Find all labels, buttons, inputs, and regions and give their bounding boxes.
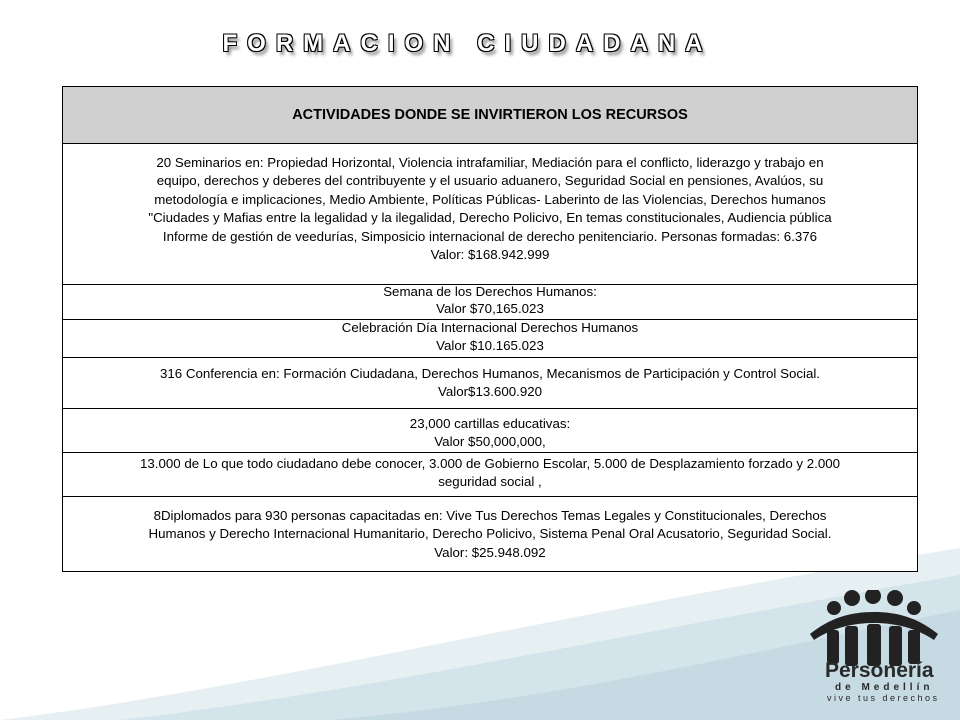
table-row	[63, 285, 917, 320]
row-text-line: Valor: $25.948.092	[434, 544, 546, 560]
row-text-line: Valor $10.165.023	[436, 338, 544, 353]
activities-table	[62, 86, 918, 572]
table-row	[63, 144, 917, 285]
logo-tagline: vive tus derechos	[827, 693, 940, 703]
row-text-line: metodología e implicaciones, Medio Ambiente, Políticas Públicas- Laberinto de las Violencias, Derechos humanos	[154, 191, 826, 207]
row-text-line: Semana de los Derechos Humanos:	[383, 285, 597, 299]
row-text-line: 23,000 cartillas educativas:	[409, 416, 571, 431]
row-text-line: Valor$13.600.920	[438, 384, 542, 400]
row-text-line: Valor $50,000,000,	[434, 434, 546, 450]
row-text-line: Informe de gestión de veedurías, Simposicio internacional de derecho penitenciario. Personas formadas: 6.376	[162, 228, 818, 244]
logo-subtitle: de Medellín	[835, 682, 934, 693]
row-text-line: Celebración Día Internacional Derechos Humanos	[341, 320, 639, 335]
row-text-line: 13.000 de Lo que todo ciudadano debe conocer, 3.000 de Gobierno Escolar, 5.000 de Desplazamiento forzado y 2.000	[139, 456, 841, 471]
table-header: ACTIVIDADES DONDE SE INVIRTIERON LOS RECURSOS	[63, 87, 917, 144]
table-row	[63, 409, 917, 453]
row-text-line: "Ciudades y Mafias entre la legalidad y la ilegalidad, Derecho Policivo, En temas constitucionales, Audiencia pública	[148, 210, 832, 226]
row-text-line: 316 Conferencia en: Formación Ciudadana, Derechos Humanos, Mecanismos de Participación y Control Social.	[159, 366, 820, 381]
row-text-line: equipo, derechos y deberes del contribuyente y el usuario aduanero, Seguridad Social en pensiones, Avalúos, su	[156, 173, 824, 189]
row-text-line: Valor $70,165.023	[436, 301, 544, 316]
row-text-line: 20 Seminarios en: Propiedad Horizontal, Violencia intrafamiliar, Mediación para el conflicto, liderazgo y trabajo en	[156, 155, 824, 170]
row-text-line: seguridad social ,	[438, 474, 542, 490]
logo-wordmark	[825, 660, 955, 703]
page-title: FORMACION CIUDADANA	[222, 30, 713, 57]
logo-name: Personería	[825, 659, 934, 682]
table-row	[63, 497, 917, 571]
row-text-line: Humanos y Derecho Internacional Humanitario, Derecho Policivo, Sistema Penal Oral Acusatorio, Seguridad Social.	[148, 526, 832, 542]
table-row	[63, 358, 917, 409]
row-text-line: 8Diplomados para 930 personas capacitadas en: Vive Tus Derechos Temas Legales y Constitucionales, Derechos	[153, 508, 827, 523]
table-row	[63, 320, 917, 358]
row-text-line: Valor: $168.942.999	[430, 247, 550, 263]
table-row	[63, 453, 917, 497]
